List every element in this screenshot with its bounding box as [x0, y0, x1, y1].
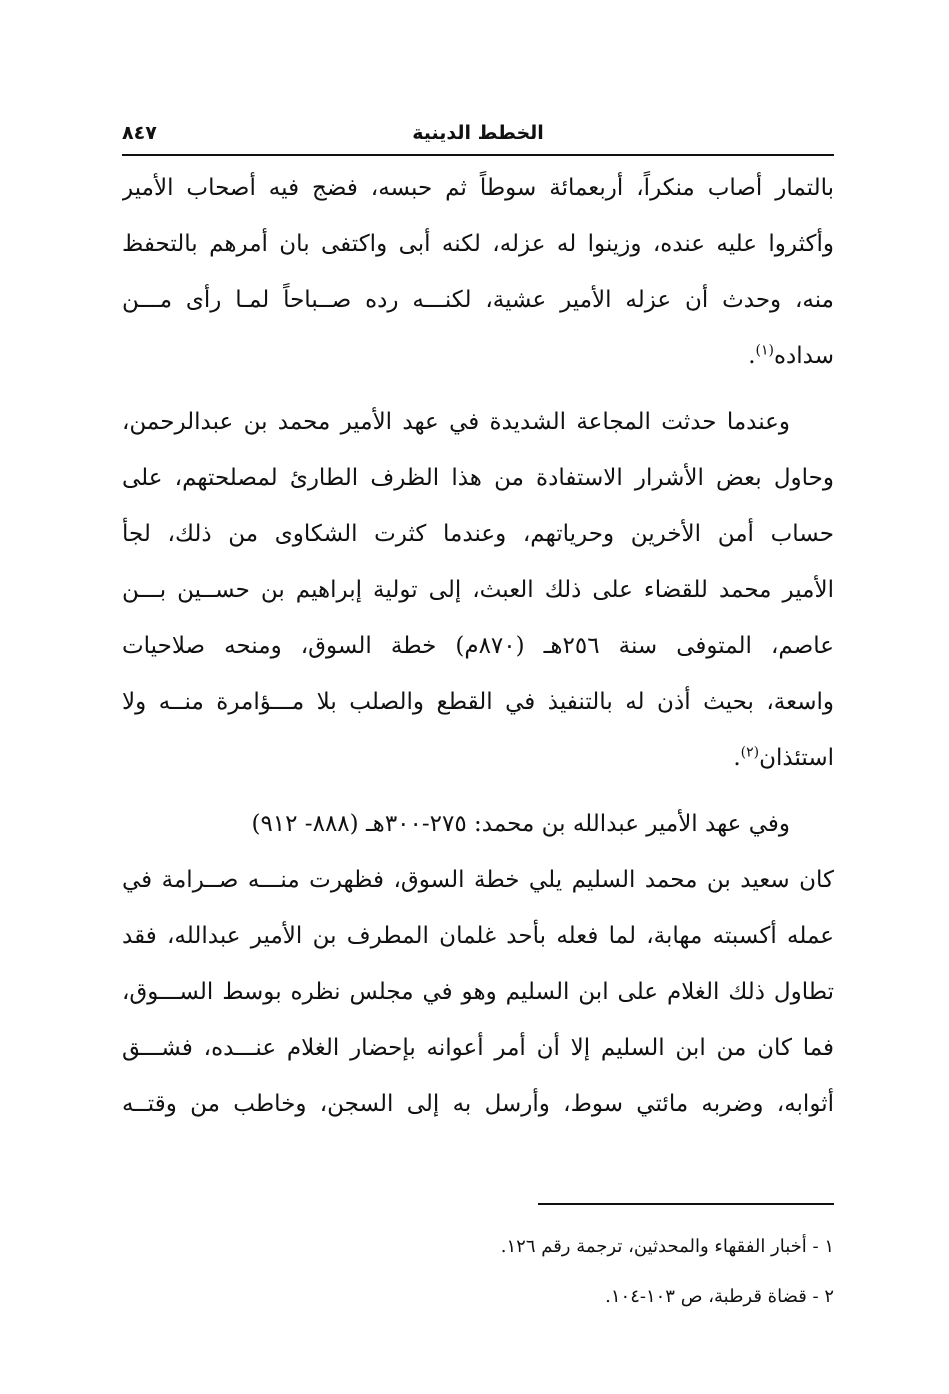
text-line: تطاول ذلك الغلام على ابن السليم وهو في مجلس نظره بوسط الســـوق،: [122, 979, 834, 1005]
page-number: ٨٤٧: [122, 122, 157, 144]
footnote-divider: [538, 1203, 834, 1205]
footnote-item: ٢ - قضاة قرطبة، ص ١٠٣-١٠٤.: [605, 1286, 834, 1307]
text-line: حساب أمن الأخرين وحرياتهم، وعندما كثرت الشكاوى من ذلك، لجأ: [122, 521, 834, 547]
footnote-ref: (٢): [740, 744, 760, 761]
footnotes: [122, 1222, 834, 1322]
text-line: الأمير محمد للقضاء على ذلك العبث، إلى تولية إبراهيم بن حســين بـــن: [122, 577, 834, 603]
chapter-title: الخطط الدينية: [412, 122, 544, 144]
running-header: [122, 118, 834, 152]
text-line: فما كان من ابن السليم إلا أن أمر أعوانه بإحضار الغلام عنـــده، فشـــق: [122, 1035, 834, 1061]
text-line: [122, 328, 834, 384]
text-line: وعندما حدثت المجاعة الشديدة في عهد الأمير محمد بن عبدالرحمن،: [122, 409, 790, 435]
text-line: بالتمار أصاب منكراً، أربعمائة سوطاً ثم حبسه، فضج فيه أصحاب الأمير: [122, 175, 834, 201]
text-line: واسعة، بحيث أذن له بالتنفيذ في القطع والصلب بلا مـــؤامرة منــه ولا: [122, 689, 834, 715]
main-text: [122, 160, 834, 1132]
header-divider: [122, 154, 834, 156]
footnote-ref: (١): [755, 342, 774, 359]
text-line: وحاول بعض الأشرار الاستفادة من هذا الظرف الطارئ لمصلحتهم، على: [122, 465, 834, 491]
line-end: .: [748, 343, 756, 369]
text-line: عمله أكسبته مهابة، لما فعله بأحد غلمان المطرف بن الأمير عبدالله، فقد: [122, 923, 834, 949]
text-line: وأكثروا عليه عنده، وزينوا له عزله، لكنه أبى واكتفى بان أمرهم بالتحفظ: [122, 231, 834, 257]
footnote-item: ١ - أخبار الفقهاء والمحدثين، ترجمة رقم ١٢٦.: [500, 1236, 834, 1257]
text-line: وفي عهد الأمير عبدالله بن محمد: ٢٧٥-٣٠٠هـ (٨٨٨- ٩١٢): [251, 811, 790, 837]
line-end: .: [733, 745, 741, 771]
text-line: عاصم، المتوفى سنة ٢٥٦هـ (٨٧٠م) خطة السوق، ومنحه صلاحيات: [122, 633, 834, 659]
line-text: استئذان: [759, 745, 834, 771]
line-text: سداده: [773, 343, 834, 369]
text-line: أثوابه، وضربه مائتي سوط، وأرسل به إلى السجن، وخاطب من وقتــه: [122, 1091, 834, 1117]
text-line: كان سعيد بن محمد السليم يلي خطة السوق، فظهرت منـــه صــرامة في: [122, 867, 834, 893]
text-line: [122, 730, 834, 786]
text-line: منه، وحدث أن عزله الأمير عشية، لكنـــه رده صــباحاً لمـا رأى مـــن: [122, 287, 834, 313]
